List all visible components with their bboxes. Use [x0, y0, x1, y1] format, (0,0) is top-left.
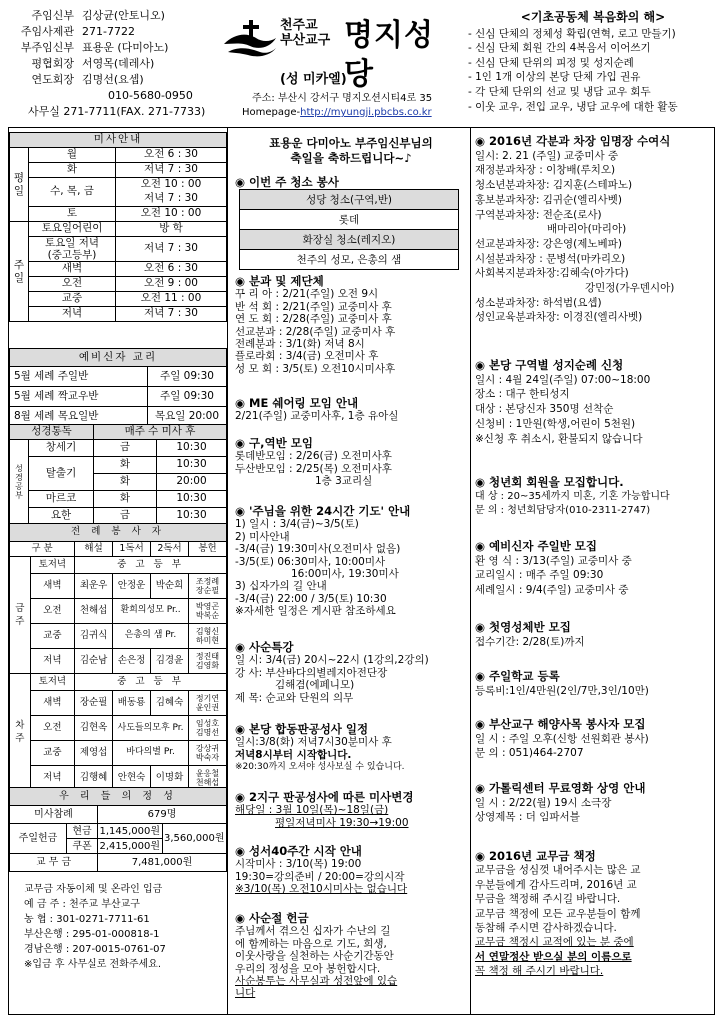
section-line: 무금을 책정해 주시길 바랍니다. — [475, 893, 621, 906]
catechumen-time: 주일 09:30 — [148, 367, 227, 387]
section-line: 강 사: 부산바다의별레지아전단장 — [235, 666, 388, 679]
section-title: ◉ 부산교구 해양사목 봉사자 모집 — [475, 717, 646, 731]
bible-time: 10:30 — [157, 457, 227, 474]
mass-time: 오전 10 : 00 — [116, 207, 227, 222]
district-section — [235, 275, 467, 375]
bank-line: 부산은행 : 295-01-000818-1 — [24, 929, 160, 940]
staff-role: 주임신부 — [31, 9, 74, 22]
server-name: 손은정 — [113, 649, 151, 674]
bible-study-label: 성 경 공 부 — [10, 440, 29, 525]
server-name: 배동룡 — [113, 691, 151, 716]
mass-schedule-table — [9, 132, 227, 322]
server-name: 제영섭 — [75, 741, 113, 766]
congrats-line: 표용운 다미아노 부주임신부님의 — [269, 136, 433, 150]
section-line: 문 의 : 051)464-2707 — [475, 747, 584, 760]
section-line: 교무금 책정시 교적에 있는 분 중에 — [475, 936, 634, 949]
staff-row — [10, 72, 225, 88]
section-title: ◉ 분과 및 제단체 — [235, 274, 324, 288]
mass-day: 교중 — [29, 292, 116, 307]
section-line: 강민정(가우덴시아) — [585, 282, 675, 295]
section-line: 대 상 : 20~35세까지 미혼, 기혼 가능합니다 — [475, 490, 670, 502]
mass-time: 저녁 7 : 30 — [116, 163, 227, 178]
coupon-value: 2,415,000원 — [99, 840, 161, 852]
section-line: 교리일시 : 매주 주일 09:30 — [475, 569, 604, 582]
server-name: 안현숙 — [113, 766, 151, 791]
attendance-value: 679명 — [98, 806, 227, 824]
section-title: ◉ 2지구 판공성사에 따른 미사변경 — [235, 790, 414, 804]
lent-alms-section — [235, 912, 467, 1000]
staff-name: 표용운 (다미아노) — [82, 41, 169, 54]
section-line: 성 모 회 : 3/5(토) 오전10시미사후 — [235, 362, 396, 375]
section-line: ※3/10(목) 오전10시미사는 없습니다 — [235, 883, 408, 896]
section-title: ◉ '주님을 위한 24시간 기도' 안내 — [235, 504, 411, 518]
collection-total: 3,560,000원 — [162, 824, 227, 854]
staff-name: 김상균(안토니오) — [82, 9, 165, 22]
servers-mass: 토저녁 — [30, 674, 74, 691]
section-line: 동참해 주시면 감사하겠습니다. — [475, 922, 617, 935]
section-line: 연 도 회 : 2/28(주일) 교중미사 후 — [235, 313, 392, 326]
servers-youth: 중 고 등 부 — [75, 674, 227, 691]
next-week-label: 차 주 — [10, 674, 31, 791]
mass-title: 미사안내 — [10, 133, 227, 148]
section-title: ◉ 구,역반 모임 — [235, 436, 313, 450]
section-line: ※자세한 일정은 게시판 참조하세요 — [235, 605, 396, 618]
servers-mass: 새벽 — [30, 574, 74, 599]
catechumen-title: 예비신자 교리 — [10, 349, 227, 367]
server-name: 박순희 — [151, 574, 189, 599]
dues-label: 교 무 금 — [10, 854, 98, 872]
servers-col-header: 1독서 — [113, 542, 151, 557]
year-theme-item: - 1인 1개 이상의 본당 단체 가입 권유 — [468, 71, 641, 84]
section-line: 사순봉투는 사무실과 성전앞에 있습 — [235, 975, 398, 988]
section-title: ◉ 사순절 헌금 — [235, 911, 309, 925]
bible-book: 마르코 — [29, 491, 94, 508]
section-line: 청소년분과차장: 김지훈(스테파노) — [475, 179, 633, 192]
district2-section — [235, 791, 467, 829]
section-line: 이웃사랑을 실천하는 사순기간동안 — [235, 950, 394, 963]
section-line: 교무금을 성심껏 내어주시는 많은 교 — [475, 864, 641, 877]
column-divider — [470, 127, 471, 1015]
server-name: 김행혜 — [75, 766, 113, 791]
this-week-label: 금 주 — [10, 557, 31, 674]
section-line: 교무금 책정에 모든 교우분들이 함께 — [475, 907, 641, 920]
catechumen-class: 8월 세례 목요일반 — [10, 407, 148, 427]
sunday-label: 주 일 — [10, 222, 29, 322]
mass-time: 오전 9 : 00 — [116, 277, 227, 292]
sunday-school-section — [475, 669, 713, 698]
servers-mass: 교중 — [30, 624, 74, 649]
section-line: 우분들에게 감사드리며, 2016년 교 — [475, 878, 637, 891]
section-line: 성인교육분과차장: 이경진(엘리사벳) — [475, 311, 643, 324]
bible-time: 10:30 — [157, 508, 227, 525]
server-name: 박영곤 박복순 — [189, 599, 227, 624]
bible-day: 화 — [94, 474, 157, 491]
dues-section — [475, 849, 713, 979]
prayer-section — [235, 505, 467, 618]
column-divider — [227, 127, 228, 1015]
cleaning-table — [239, 189, 459, 270]
mass-time: 오전 6 : 30 — [116, 148, 227, 163]
office-phone: 사무실 271-7711(FAX. 271-7733) — [28, 105, 206, 118]
section-line: 접수기간: 2/28(토)까지 — [475, 635, 585, 648]
servers-youth: 중 고 등 부 — [75, 557, 227, 574]
servers-mass: 토저녁 — [30, 557, 74, 574]
staff-role: 연도회장 — [31, 73, 74, 86]
staff-name: 김명선(요셉) — [82, 73, 144, 86]
cleaning-row: 천주의 성모, 은총의 샘 — [240, 250, 459, 270]
catechumen-table — [9, 348, 227, 427]
logo-small-text — [280, 18, 330, 48]
dues-value: 7,481,000원 — [98, 854, 227, 872]
mass-time: 저녁 7 : 30 — [116, 237, 227, 262]
section-line: ※20:30까지 오셔야 성사보실 수 있습니다. — [235, 762, 405, 773]
servers-col-header: 봉헌 — [189, 542, 227, 557]
bible-book: 요한 — [29, 508, 94, 525]
section-line: 일 시 : 주일 오후(신항 선원회관 봉사) — [475, 732, 649, 745]
section-line: 플로라회 : 3/4(금) 오전미사 후 — [235, 350, 379, 363]
servers-col-header: 2독서 — [151, 542, 189, 557]
bible-day: 화 — [94, 457, 157, 474]
server-name: 환희의성모 Pr.. — [113, 599, 189, 624]
server-name: 최운우 — [75, 574, 113, 599]
staff-name: 271-7722 — [82, 25, 135, 38]
section-line: 꼭 책정 해 주시기 바랍니다. — [475, 965, 604, 978]
cleaning-section — [235, 176, 467, 270]
catechumen-time: 주일 09:30 — [148, 387, 227, 407]
server-name: 김혜숙 — [151, 691, 189, 716]
bank-line: 농 협 : 301-0271-7711-61 — [24, 914, 150, 925]
bible-day: 금 — [94, 440, 157, 457]
section-line: 일시: 2. 21 (주일) 교중미사 중 — [475, 149, 619, 162]
me-section — [235, 397, 467, 423]
bible-day: 화 — [94, 491, 157, 508]
mass-time: 오전 6 : 30 — [116, 262, 227, 277]
year-theme-item: - 신심 단체 단위의 피정 및 성지순례 — [468, 56, 634, 69]
section-line: 2) 미사안내 — [235, 530, 290, 543]
servers-col-header: 해설 — [75, 542, 113, 557]
catechumen-class: 5월 세례 짝교우반 — [10, 387, 148, 407]
mass-time: 오전 10 : 00 — [116, 178, 227, 193]
section-line: -3/4(금) 22:00 / 3/5(토) 10:30 — [235, 592, 387, 605]
bank-info — [24, 882, 224, 972]
server-name: 윤응철 천해섭 — [189, 766, 227, 791]
section-line: 우리의 정성을 모아 봉헌합시다. — [235, 962, 381, 975]
section-line: ※신청 후 취소시, 환불되지 않습니다 — [475, 432, 643, 445]
section-line: 환 영 식 : 3/13(주일) 교중미사 중 — [475, 554, 632, 567]
staff-row — [10, 8, 225, 24]
section-line: 평일저녁미사 19:30→19:00 — [275, 816, 409, 829]
mass-day: 오전 — [29, 277, 116, 292]
staff-role: 부주임신부 — [20, 41, 74, 54]
congrats-notice — [235, 136, 467, 166]
section-title: ◉ 본당 합동판공성사 일정 — [235, 722, 369, 736]
appointment-section — [475, 134, 713, 325]
section-line: 시설분과차장 : 문병석(마카리오) — [475, 252, 626, 265]
server-name: 강상귀 박숙자 — [189, 741, 227, 766]
forty-weeks-section — [235, 845, 467, 896]
cash-value: 1,145,000원 — [99, 825, 161, 837]
bible-time: 10:30 — [157, 440, 227, 457]
section-line: 성소분과차장: 하석범(요셉) — [475, 296, 602, 309]
section-line: 문 의 : 청년회담당자(010-2311-2747) — [475, 505, 651, 517]
server-name: 김형신 하미현 — [189, 624, 227, 649]
server-name: 사도들의모후 Pr. — [113, 716, 189, 741]
mass-time: 방 학 — [116, 222, 227, 237]
section-title: ◉ 예비신자 주일반 모집 — [475, 539, 598, 553]
section-line: 19:30=강의준비 / 20:00=강의시작 — [235, 870, 405, 883]
mass-day: 화 — [29, 163, 116, 178]
servers-mass: 오전 — [30, 599, 74, 624]
section-line: 선교분과 : 2/28(주일) 교중미사 후 — [235, 325, 396, 338]
section-title: ◉ 청년회 회원을 모집합니다. — [475, 475, 624, 489]
section-title: ◉ 2016년 교무금 책정 — [475, 849, 596, 863]
bank-line: 예 금 주 : 천주교 부산교구 — [24, 899, 140, 910]
server-name: 김현옥 — [75, 716, 113, 741]
section-line: 선교분과차장: 강은영(제노베파) — [475, 237, 622, 250]
section-line: 신청비 : 1만원(학생,어린이 5천원) — [475, 417, 636, 430]
parish-name: 명지성당 — [344, 18, 434, 92]
section-line: 구역분과차장: 전순조(로사) — [475, 208, 602, 221]
catechumen-recruit-section — [475, 539, 713, 598]
staff-list — [10, 8, 225, 120]
server-name: 바다의별 Pr. — [113, 741, 189, 766]
section-title: ◉ 2016년 각분과 차장 임명장 수여식 — [475, 134, 671, 148]
section-line: 니다 — [235, 987, 256, 1000]
servers-mass: 저녁 — [30, 649, 74, 674]
mass-day: 토요일 저녁 (중고등부) — [29, 237, 116, 262]
first-communion-section — [475, 620, 713, 649]
area-section — [235, 437, 467, 488]
mass-day: 저녁 — [29, 307, 116, 322]
homepage-label: Homepage- — [242, 107, 301, 118]
section-line: 시작미사 : 3/10(목) 19:00 — [235, 858, 362, 871]
bible-book: 창세기 — [29, 440, 94, 457]
section-title: ◉ 가톨릭센터 무료영화 상영 안내 — [475, 781, 646, 795]
servers-mass: 오전 — [30, 716, 74, 741]
section-line: 에 함께하는 마음으로 기도, 희생, — [235, 937, 387, 950]
section-line: 일 시: 3/4(금) 20시~22시 (1강의,2강의) — [235, 654, 429, 667]
mass-time: 오전 11 : 00 — [116, 292, 227, 307]
maritime-section — [475, 717, 713, 761]
server-name: 장순필 — [75, 691, 113, 716]
mass-time: 저녁 7 : 30 — [116, 192, 227, 207]
server-name: 천해섭 — [75, 599, 113, 624]
offering-title: 우 리 들 의 정 성 — [10, 788, 227, 806]
patron-saint: (성 미카엘) — [280, 72, 347, 87]
section-line: 일 시 : 2/22(월) 19시 소극장 — [475, 796, 612, 809]
bank-line: ※입금 후 사무실로 전화주세요. — [24, 959, 162, 970]
staff-row — [10, 56, 225, 72]
year-theme-item: - 신심 단체의 정체성 확립(연혁, 로고 만들기) — [468, 27, 676, 40]
cleaning-row: 화장실 청소(레지오) — [240, 230, 459, 250]
section-line: 16:00미사, 19:30미사 — [291, 568, 399, 581]
youth-section — [475, 475, 713, 519]
staff-role: 평협회장 — [31, 57, 74, 70]
section-line: 등록비:1인/4만원(2인/7만,3인/10만) — [475, 684, 649, 697]
section-line: 주님께서 겪으신 십자가 수난의 길 — [235, 925, 391, 938]
server-name: 안정운 — [113, 574, 151, 599]
address: 주소: 부산시 강서구 명지오션시티4로 35 — [252, 93, 433, 104]
staff-row — [10, 24, 225, 40]
section-line: 저녁8시부터 시작합니다. — [235, 748, 352, 761]
server-name: 김귀식 — [75, 624, 113, 649]
mass-day: 월 — [29, 148, 116, 163]
section-line: 장소 : 대구 한티성지 — [475, 388, 570, 401]
section-line: 2/21(주일) 교중미사후, 1층 유아실 — [235, 410, 399, 423]
cleaning-row: 롯데 — [240, 210, 459, 230]
section-line: 롯데반모임 : 2/26(금) 오전미사후 — [235, 450, 392, 463]
section-line: 제 목: 순교와 단원의 의무 — [235, 691, 354, 704]
section-line: 두산반모임 : 2/25(목) 오전미사후 — [235, 462, 392, 475]
section-line: 대상 : 본당신자 350명 선착순 — [475, 403, 614, 416]
year-theme-item: - 각 단체 단위의 선교 및 냉담 교우 회두 — [468, 85, 651, 98]
servers-title: 전 례 봉 사 자 — [10, 524, 227, 542]
section-line: 일시:3/8(화) 저녁7시30분미사 후 — [235, 736, 392, 749]
section-line: 1) 일시 : 3/4(금)~3/5(토) — [235, 518, 359, 531]
catechumen-class: 5월 세례 주일반 — [10, 367, 148, 387]
coupon-label: 쿠폰 — [67, 839, 98, 854]
bible-book: 탈출기 — [29, 457, 94, 491]
section-line: 1층 3교리실 — [315, 475, 373, 488]
logo-line: 천주교 — [280, 18, 318, 33]
section-line: -3/5(토) 06:30미사, 10:00미사 — [235, 555, 386, 568]
staff-name: 서영목(데레사) — [82, 57, 155, 70]
mass-day: 토요일어린이 — [29, 222, 116, 237]
weekday-label: 평 일 — [10, 148, 29, 222]
section-line: 일시 : 4월 24일(주일) 07:00~18:00 — [475, 373, 651, 386]
bible-time: 20:00 — [157, 474, 227, 491]
lent-lecture-section — [235, 641, 467, 704]
section-line: 3) 십자가의 길 안내 — [235, 580, 327, 593]
bible-day: 금 — [94, 508, 157, 525]
year-theme-title: <기초공동체 복음화의 해> — [520, 10, 666, 24]
mass-day: 수, 목, 금 — [29, 178, 116, 207]
servers-mass: 교중 — [30, 741, 74, 766]
servers-mass: 저녁 — [30, 766, 74, 791]
logo-line: 부산교구 — [280, 33, 331, 48]
bank-line: 경남은행 : 207-0015-0761-07 — [24, 944, 166, 955]
server-name: 임성호 김명선 — [189, 716, 227, 741]
server-name: 정기연 윤인권 — [189, 691, 227, 716]
collection-label: 주일헌금 — [10, 824, 67, 854]
bible-study-table — [9, 424, 227, 525]
server-name: 조정례 장순필 — [189, 574, 227, 599]
server-name: 김경윤 — [151, 649, 189, 674]
section-line: -3/4(금) 19:30미사(오전미사 없음) — [235, 543, 401, 556]
section-line: 반 석 회 : 2/21(주일) 교중미사 후 — [235, 300, 392, 313]
movie-section — [475, 781, 713, 825]
section-line: 해당일 : 3월 10일(목)~18일(금) — [235, 804, 389, 817]
section-title: ◉ 사순특강 — [235, 640, 294, 654]
section-line: 세례일시 : 9/4(주일) 교중미사 중 — [475, 584, 629, 597]
server-name: 은총의 샘 Pr. — [113, 624, 189, 649]
server-name: 정진태 김영화 — [189, 649, 227, 674]
section-line: 홍보분과차장: 김귀순(엘리사벳) — [475, 193, 622, 206]
mass-day: 토 — [29, 207, 116, 222]
server-name: 이명화 — [151, 766, 189, 791]
bible-reading-title: 성경통독 — [10, 425, 94, 440]
phone-number: 010-5680-0950 — [108, 89, 193, 102]
catechumen-time: 목요일 20:00 — [148, 407, 227, 427]
offering-table — [9, 787, 227, 872]
section-title: ◉ 주일학교 등록 — [475, 669, 560, 683]
section-title: ◉ 성서40주간 시작 안내 — [235, 844, 362, 858]
section-line: 전례분과 : 3/1(화) 저녁 8시 — [235, 338, 365, 351]
penance-section — [235, 723, 467, 774]
section-title: ◉ ME 쉐어링 모임 안내 — [235, 396, 359, 410]
servers-col-header: 구 분 — [10, 542, 75, 557]
section-line: 꾸 리 아 : 2/21(주일) 오전 9시 — [235, 288, 379, 301]
bible-reading-schedule: 매주 수 미사 후 — [94, 425, 227, 440]
section-title: ◉ 본당 구역별 성지순례 신청 — [475, 358, 624, 372]
mass-day: 새벽 — [29, 262, 116, 277]
pilgrimage-section — [475, 358, 713, 446]
year-theme-item: - 신심 단체 회원 간의 4복음서 이어쓰기 — [468, 42, 651, 55]
dove-cross-icon — [222, 18, 278, 58]
section-line: 배마리아(마리아) — [547, 223, 627, 236]
bible-time: 10:30 — [157, 491, 227, 508]
homepage — [242, 106, 432, 119]
attendance-label: 미사참례 — [10, 806, 98, 824]
cleaning-row: 성당 청소(구역,반) — [240, 190, 459, 210]
section-line: 김해겸(에페니모) — [275, 679, 355, 692]
server-name: 김순남 — [75, 649, 113, 674]
servers-table — [9, 523, 227, 791]
servers-mass: 새벽 — [30, 691, 74, 716]
section-title: ◉ 첫영성체반 모집 — [475, 620, 571, 634]
homepage-link[interactable]: http://myungji.pbcbs.co.kr — [300, 107, 432, 118]
cash-label: 현금 — [67, 824, 98, 839]
section-line: 서 연말정산 받으실 분의 이름으로 — [475, 950, 632, 963]
year-theme-item: - 이웃 교우, 전입 교우, 냉담 교우에 대한 활동 — [468, 100, 678, 113]
section-line: 사회복지분과차장:김혜숙(아가다) — [475, 267, 629, 280]
year-theme — [468, 10, 718, 114]
section-line: 상영제목 : 더 임파서블 — [475, 811, 580, 824]
bank-line: 교무금 자동이체 및 온라인 입금 — [24, 884, 163, 895]
section-line: 재정분과차장 : 이창배(루치오) — [475, 164, 616, 177]
congrats-line: 축일을 축하드립니다~♪ — [290, 151, 412, 165]
staff-row — [10, 40, 225, 56]
staff-role: 주임사제관 — [20, 25, 74, 38]
mass-time: 저녁 7 : 30 — [116, 307, 227, 322]
section-title: ◉ 이번 주 청소 봉사 — [235, 175, 339, 189]
